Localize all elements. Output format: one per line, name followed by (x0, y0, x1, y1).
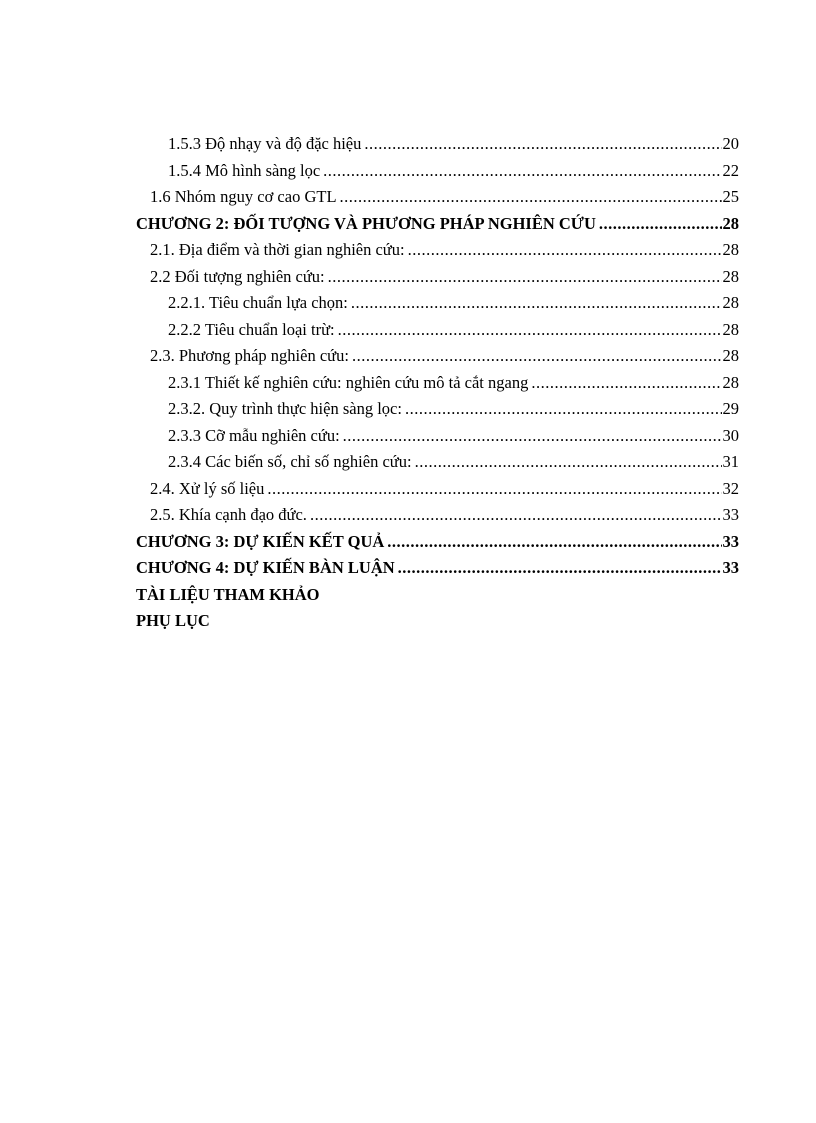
toc-entry-page: 20 (722, 134, 739, 153)
toc-chapter-entry[interactable] (136, 529, 739, 556)
toc-entry-page: 31 (722, 452, 739, 471)
toc-entry-page: 28 (722, 213, 739, 233)
toc-entry-title: CHƯƠNG 3: DỰ KIẾN KẾT QUẢ (136, 531, 385, 551)
toc-chapter-entry[interactable] (136, 211, 739, 238)
toc-leader-dots (323, 158, 721, 185)
toc-entry-title: 2.3.2. Quy trình thực hiện sàng lọc: (168, 399, 402, 418)
toc-leader-dots (408, 237, 722, 264)
toc-entry[interactable] (136, 264, 739, 291)
toc-entry[interactable] (136, 131, 739, 158)
toc-leader-dots (267, 476, 721, 503)
toc-entry-title: 2.2.1. Tiêu chuẩn lựa chọn: (168, 293, 348, 312)
toc-entry-title: CHƯƠNG 4: DỰ KIẾN BÀN LUẬN (136, 558, 395, 577)
toc-leader-dots (364, 131, 721, 158)
toc-references-entry[interactable] (136, 582, 739, 609)
toc-entry-page: 28 (722, 372, 739, 392)
toc-leader-dots (340, 184, 722, 211)
toc-entry-page: 28 (722, 346, 739, 365)
toc-leader-dots (338, 317, 722, 344)
toc-entry-page: 25 (722, 187, 739, 206)
toc-leader-dots (310, 502, 722, 529)
toc-entry-page: 28 (722, 266, 739, 286)
toc-entry[interactable] (136, 158, 739, 185)
toc-entry-title: 1.6 Nhóm nguy cơ cao GTL (150, 187, 337, 206)
toc-leader-dots (398, 555, 722, 582)
toc-entry-title: 2.3.4 Các biến số, chỉ số nghiên cứu: (168, 452, 412, 471)
toc-entry[interactable] (136, 370, 739, 397)
toc-leader-dots (599, 211, 722, 238)
toc-leader-dots (352, 343, 722, 370)
toc-entry-title: 2.3.1 Thiết kế nghiên cứu: nghiên cứu mô tả cắt ngang (168, 372, 529, 392)
toc-appendix-entry[interactable] (136, 608, 739, 635)
toc-entry-title: 1.5.4 Mô hình sàng lọc (168, 160, 321, 180)
toc-entry[interactable] (136, 290, 739, 317)
toc-entry-title: 2.3. Phương pháp nghiên cứu: (150, 346, 349, 365)
toc-entry-page: 28 (722, 240, 739, 259)
toc-entry[interactable] (136, 502, 739, 529)
toc-entry-title: 2.2 Đối tượng nghiên cứu: (150, 266, 325, 286)
toc-leader-dots (531, 370, 721, 397)
toc-entry[interactable] (136, 343, 739, 370)
toc-entry-title: 2.4. Xử lý số liệu (150, 478, 265, 498)
toc-entry-page: 22 (722, 160, 739, 180)
toc-entry-title: TÀI LIỆU THAM KHẢO (136, 584, 320, 604)
toc-entry-title: 2.2.2 Tiêu chuẩn loại trừ: (168, 319, 335, 339)
toc-entry[interactable] (136, 317, 739, 344)
toc-entry[interactable] (136, 237, 739, 264)
toc-entry[interactable] (136, 449, 739, 476)
toc-entry-page: 33 (722, 505, 739, 524)
toc-entry-page: 28 (722, 293, 739, 312)
toc-leader-dots (387, 529, 721, 556)
toc-entry[interactable] (136, 184, 739, 211)
toc-entry-title: 2.1. Địa điểm và thời gian nghiên cứu: (150, 240, 405, 259)
toc-leader-dots (351, 290, 722, 317)
toc-chapter-entry[interactable] (136, 555, 739, 582)
toc-entry-page: 32 (722, 478, 739, 498)
table-of-contents (136, 131, 739, 635)
toc-leader-dots (405, 396, 722, 423)
toc-leader-dots (328, 264, 722, 291)
toc-entry-title: CHƯƠNG 2: ĐỐI TƯỢNG VÀ PHƯƠNG PHÁP NGHIÊN CỨU (136, 213, 596, 233)
toc-entry-page: 33 (722, 558, 739, 577)
toc-entry-title: 1.5.3 Độ nhạy và độ đặc hiệu (168, 134, 362, 153)
toc-entry[interactable] (136, 476, 739, 503)
toc-entry-title: 2.5. Khía cạnh đạo đức. (150, 505, 307, 524)
toc-entry-page: 30 (722, 425, 739, 445)
toc-entry[interactable] (136, 423, 739, 450)
toc-entry[interactable] (136, 396, 739, 423)
toc-entry-page: 29 (722, 399, 739, 418)
toc-entry-title: 2.3.3 Cỡ mẫu nghiên cứu: (168, 425, 340, 445)
toc-leader-dots (415, 449, 722, 476)
toc-entry-title: PHỤ LỤC (136, 611, 210, 630)
toc-entry-page: 33 (722, 531, 739, 551)
toc-entry-page: 28 (722, 319, 739, 339)
toc-leader-dots (343, 423, 722, 450)
